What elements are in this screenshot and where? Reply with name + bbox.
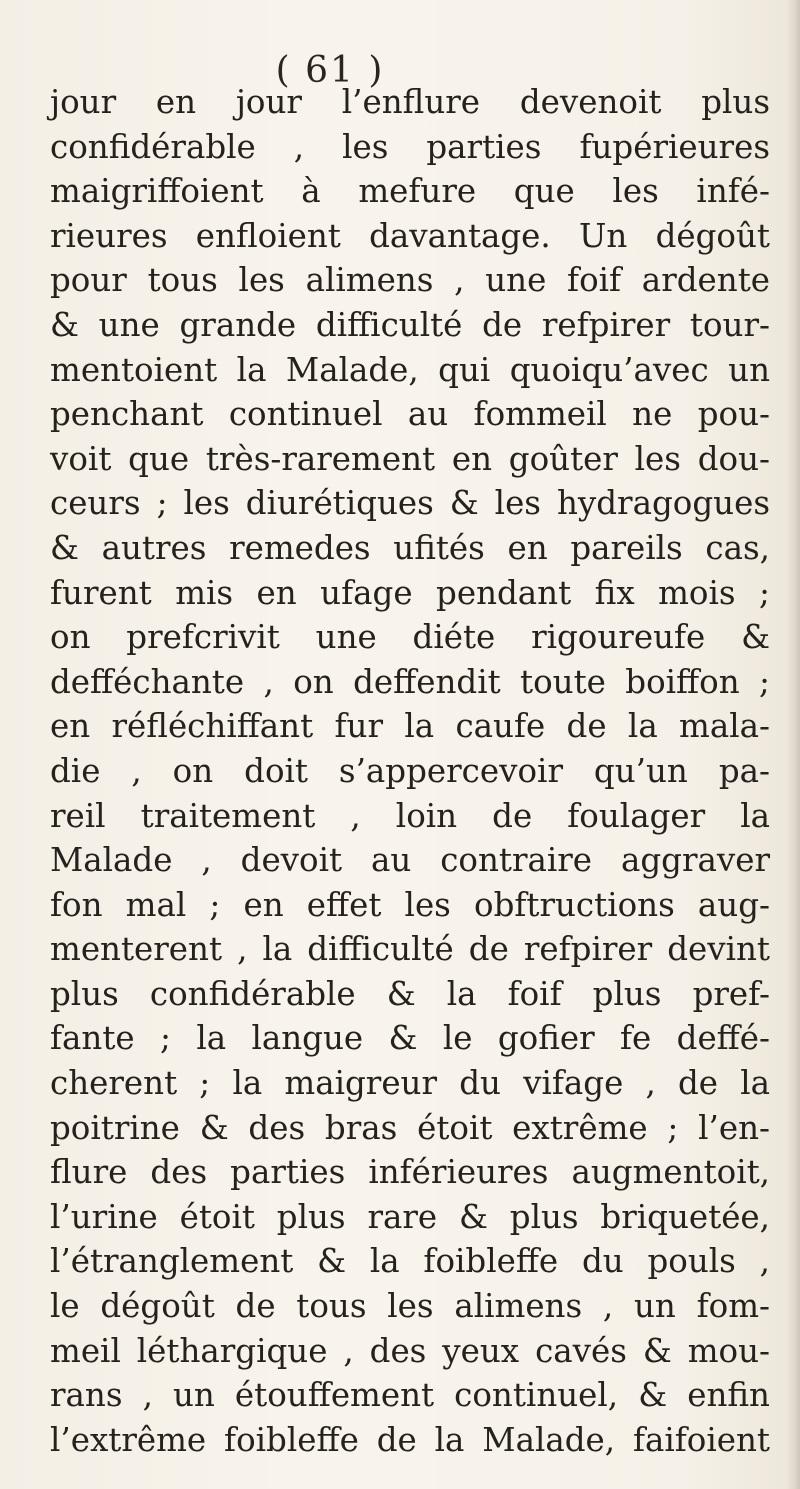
text-line: voit que très-rarement en goûter les dou- [50,439,770,478]
text-line: ceurs ; les diurétiques & les hydragogues [50,484,770,523]
text-line: l’étranglement & la foibleffe du pouls , [50,1242,770,1281]
text-line: penchant continuel au fommeil ne pou- [50,395,770,434]
text-line: plus confidérable & la foif plus pref- [50,974,770,1013]
text-line: fon mal ; en effet les obftructions aug- [50,885,770,924]
text-line: die , on doit s’appercevoir qu’un pa- [50,751,770,790]
page-number: ( 61 ) [275,50,385,91]
text-line: & une grande difficulté de refpirer tour- [50,305,770,344]
text-line: defféchante , on deffendit toute boiffon ; [50,662,770,701]
text-line: fante ; la langue & le gofier fe deffé- [50,1019,770,1058]
text-line: jour en jour l’enflure devenoit plus [50,83,770,121]
text-line: cherent ; la maigreur du vifage , de la [50,1064,770,1103]
text-line: poitrine & des bras étoit extrême ; l’en- [50,1108,770,1147]
text-line: l’extrême foibleffe de la Malade, faifoient [50,1420,770,1459]
text-line: l’urine étoit plus rare & plus briquetée, [50,1197,770,1236]
text-line: le dégoût de tous les alimens , un fom- [50,1287,770,1326]
text-line: en réfléchiffant fur la caufe de la mala- [50,707,770,746]
text-line: furent mis en ufage pendant fix mois ; [50,573,770,612]
text-line: reil traitement , loin de foulager la [50,796,770,835]
text-line: rans , un étouffement continuel, & enfin [50,1376,770,1415]
text-line: on prefcrivit une diéte rigoureufe & [50,618,770,657]
text-line: flure des parties inférieures augmentoit, [50,1153,770,1192]
text-line: maigriffoient à mefure que les infé- [50,172,770,211]
text-line: & autres remedes ufités en pareils cas, [50,528,770,567]
text-line: rieures enfloient davantage. Un dégoût [50,216,770,255]
body-text [50,80,770,1462]
text-line: Malade , devoit au contraire aggraver [50,841,770,880]
text-line: meil léthargique , des yeux cavés & mou- [50,1331,770,1370]
text-line: menterent , la difficulté de refpirer devint [50,930,770,969]
page-edge-shadow [786,0,800,1489]
text-line: confidérable , les parties fupérieures [50,127,770,166]
text-line: mentoient la Malade, qui quoiqu’avec un [50,350,770,389]
text-line: pour tous les alimens , une foif ardente [50,261,770,300]
